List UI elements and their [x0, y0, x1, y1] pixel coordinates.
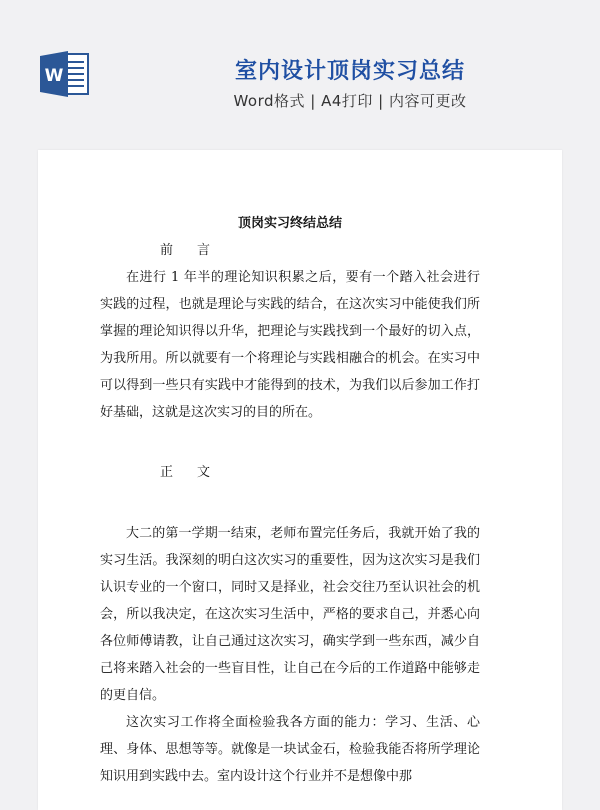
body-paragraph-2: 这次实习工作将全面检验我各方面的能力：学习、生活、心理、身体、思想等等。就像是一块试金石，检验我能否将所学理论知识用到实践中去。室内设计这个行业并不是想像中那	[100, 715, 480, 784]
body-heading	[100, 460, 480, 486]
preface-heading	[100, 238, 480, 264]
body-heading-char-2: 文	[197, 465, 211, 480]
preface-heading-char-1: 前	[160, 243, 174, 258]
preface-heading-char-2: 言	[197, 243, 211, 258]
page-title: 室内设计顶岗实习总结	[234, 59, 465, 84]
preface-paragraph: 在进行 1 年半的理论知识积累之后，要有一个踏入社会进行实践的过程，也就是理论与实践的结合，在这次实习中能使我们所掌握的理论知识得以升华，把理论与实践找到一个最好的切入点，为我所用。所以就要有一个将理论与实践相融合的机会。在实习中可以得到一些只有实践中才能得到的技术，为我们以后参加工作打好基础，这就是这次实习的目的所在。	[100, 270, 480, 420]
body-heading-char-1: 正	[160, 465, 174, 480]
page-subtitle: Word格式 | A4打印 | 内容可更改	[233, 92, 467, 110]
document-content	[100, 210, 480, 790]
header	[0, 0, 600, 150]
word-document-icon	[38, 50, 92, 98]
document-title: 顶岗实习终结总结	[237, 216, 342, 231]
svg-text:W: W	[44, 66, 64, 86]
body-paragraph-1: 大二的第一学期一结束，老师布置完任务后，我就开始了我的实习生活。我深刻的明白这次实习的重要性，因为这次实习是我们认识专业的一个窗口，同时又是择业，社会交往乃至认识社会的机会，所以我决定，在这次实习生活中，严格的要求自己，并悉心向各位师傅请教，让自己通过这次实习，确实学到一些东西，减少自己将来踏入社会的一些盲目性，让自己在今后的工作道路中能够走的更自信。	[100, 526, 480, 703]
